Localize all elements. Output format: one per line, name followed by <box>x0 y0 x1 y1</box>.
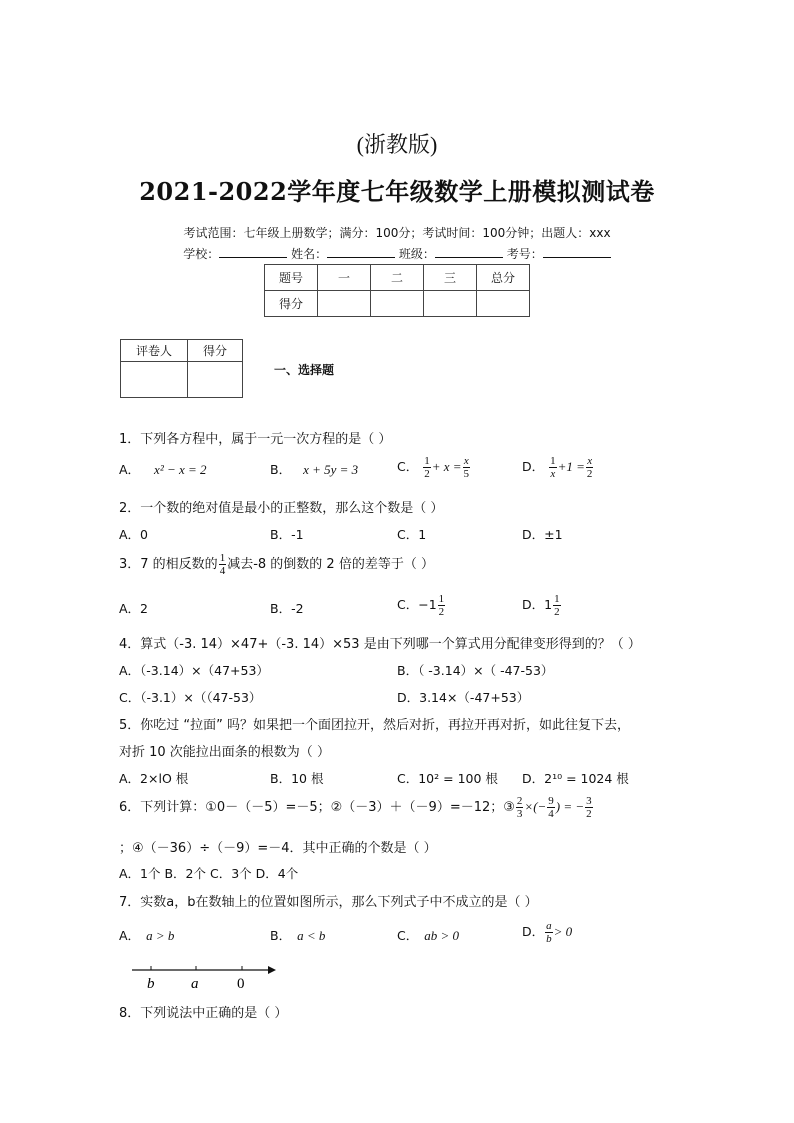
option-math: ab > 0 <box>424 928 460 943</box>
question-4-stem: 4．算式（-3. 14）×47+（-3. 14）×53 是由下列哪一个算式用分配律变形得到的？（ ） <box>119 637 641 652</box>
question-7-stem: 7．实数a，b在数轴上的位置如图所示，那么下列式子中不成立的是（ ） <box>119 895 538 910</box>
q3-option-a[interactable]: A．2 <box>119 601 149 616</box>
q4-option-d[interactable]: D．3.14×（-47+53） <box>397 690 530 705</box>
q7-option-c[interactable] <box>397 926 459 944</box>
class-label: 班级： <box>398 247 435 261</box>
option-letter: B． <box>270 462 292 477</box>
score-header: 总分 <box>477 265 530 291</box>
fraction: $\frac{1}{2}$ <box>424 455 430 480</box>
question-5-stem-line2: 对折 10 次能拉出面条的根数为（ ） <box>119 745 330 760</box>
option-math: a > b <box>146 928 175 943</box>
q1-option-b[interactable] <box>270 460 358 478</box>
score-cell[interactable] <box>424 291 477 317</box>
q1-option-a[interactable] <box>119 460 207 478</box>
q6-options[interactable]: A．1个 B．2个 C．3个 D．4个 <box>119 866 299 881</box>
q4-option-c[interactable]: C．（-3.1）×（（47-53） <box>119 690 262 705</box>
q4-option-b[interactable]: B．（ -3.14）×（ -47-53） <box>397 663 554 678</box>
q2-option-c[interactable]: C．1 <box>397 527 427 542</box>
option-letter: B． <box>270 928 292 943</box>
question-6-stem: 6．下列计算：①0－（－5）=－5；②（－3）＋（－9）=－12；③ $\frac{2}{3}$ ×(− $\frac{9}{4}$ ) = − $\frac{3}{2}$ <box>119 795 592 820</box>
option-letter: A． <box>119 462 141 477</box>
question-6-stem-part: 6．下列计算：①0－（－5）=－5；②（－3）＋（－9）=－12；③ <box>119 800 515 815</box>
option-math: x + 5y = 3 <box>303 462 359 477</box>
q5-option-b[interactable]: B．10 根 <box>270 771 324 786</box>
school-field[interactable] <box>219 246 287 258</box>
q7-option-d[interactable]: D． $\frac{a}{b}$ > 0 <box>522 920 573 945</box>
name-field[interactable] <box>327 246 395 258</box>
fraction: $\frac{9}{4}$ <box>548 795 554 820</box>
score-header: 二 <box>371 265 424 291</box>
score-header: 三 <box>424 265 477 291</box>
grader-header: 得分 <box>188 340 243 362</box>
q7-option-b[interactable] <box>270 926 325 944</box>
option-letter: D． <box>522 924 545 939</box>
option-letter: D． <box>522 459 545 474</box>
q4-option-a[interactable]: A．（-3.14）×（47+53） <box>119 663 269 678</box>
option-math: x² − x = 2 <box>154 462 207 477</box>
score-row-label: 得分 <box>265 291 318 317</box>
fraction: $\frac{x}{5}$ <box>463 455 470 480</box>
q2-option-a[interactable]: A．0 <box>119 527 149 542</box>
score-table <box>264 264 530 317</box>
student-fields <box>0 245 794 262</box>
question-5-stem-line1: 5．你吃过 “拉面” 吗？如果把一个面团拉开，然后对折，再拉开再对折，如此往复下去， <box>119 718 631 733</box>
axis-label-b: b <box>147 976 155 992</box>
fraction: $\frac{3}{2}$ <box>586 795 592 820</box>
q5-option-d[interactable]: D．2¹⁰ = 1024 根 <box>522 771 629 786</box>
option-letter: C． <box>397 459 419 474</box>
fraction: $\frac{1}{x}$ <box>550 455 556 480</box>
q5-option-c[interactable]: C．10² = 100 根 <box>397 771 498 786</box>
option-math: a < b <box>297 928 326 943</box>
q1-option-d[interactable]: D． $\frac{1}{x}$ +1 = $\frac{x}{2}$ <box>522 455 593 480</box>
score-cell[interactable] <box>318 291 371 317</box>
name-label: 姓名： <box>291 247 328 261</box>
question-3-stem-part: 3．7 的相反数的 <box>119 557 218 572</box>
question-2-stem: 2．一个数的绝对值是最小的正整数，那么这个数是（ ） <box>119 501 444 516</box>
q2-option-b[interactable]: B．-1 <box>270 527 304 542</box>
grader-header: 评卷人 <box>121 340 188 362</box>
grader-table <box>120 339 243 398</box>
fraction: $\frac{a}{b}$ <box>546 920 552 945</box>
q2-option-d[interactable]: D．±1 <box>522 527 563 542</box>
question-3-stem-part: 减去-8 的倒数的 2 倍的差等于（ ） <box>227 557 434 572</box>
option-text: D．1 <box>522 597 553 612</box>
arrow-right-icon <box>268 966 276 974</box>
score-header: 题号 <box>265 265 318 291</box>
score-cell[interactable] <box>477 291 530 317</box>
q1-option-c[interactable]: C． $\frac{1}{2}$ + x = $\frac{x}{5}$ <box>397 455 470 480</box>
fraction: $\frac{1}{2}$ <box>554 593 560 618</box>
fraction: $\frac{1}{4}$ <box>219 552 226 577</box>
exam-info-line: 考试范围：七年级上册数学；满分：100分；考试时间：100分钟；出题人：xxx <box>183 226 611 240</box>
q3-option-b[interactable]: B．-2 <box>270 601 304 616</box>
axis-label-a: a <box>191 976 199 992</box>
fraction: $\frac{x}{2}$ <box>586 455 593 480</box>
grader-cell[interactable] <box>121 362 188 398</box>
q3-option-c[interactable] <box>397 593 446 618</box>
number-field[interactable] <box>543 246 611 258</box>
q3-option-d[interactable] <box>522 593 562 618</box>
class-field[interactable] <box>435 246 503 258</box>
q5-option-a[interactable]: A．2×lO 根 <box>119 771 189 786</box>
school-label: 学校： <box>183 247 220 261</box>
axis-label-zero: 0 <box>237 976 245 992</box>
option-letter: C． <box>397 928 419 943</box>
option-letter: A． <box>119 928 141 943</box>
question-3-stem <box>119 552 434 577</box>
number-label: 考号： <box>506 247 543 261</box>
score-header: 一 <box>318 265 371 291</box>
q7-option-a[interactable] <box>119 926 174 944</box>
grader-cell[interactable] <box>188 362 243 398</box>
number-line-figure <box>128 960 278 994</box>
question-8-stem: 8．下列说法中正确的是（ ） <box>119 1006 288 1021</box>
section-heading: 一、选择题 <box>274 363 335 377</box>
question-1-stem: 1．下列各方程中，属于一元一次方程的是（ ） <box>119 432 392 447</box>
edition-label: (浙教版) <box>356 132 438 157</box>
fraction: $\frac{1}{2}$ <box>438 593 445 618</box>
fraction: $\frac{2}{3}$ <box>516 795 523 820</box>
exam-title: 2021-2022学年度七年级数学上册模拟测试卷 <box>139 177 655 206</box>
question-6-stem-line2: ；④（－36）÷（－9）=－4．其中正确的个数是（ ） <box>119 841 437 856</box>
score-cell[interactable] <box>371 291 424 317</box>
option-text: C．−1 <box>397 597 437 612</box>
